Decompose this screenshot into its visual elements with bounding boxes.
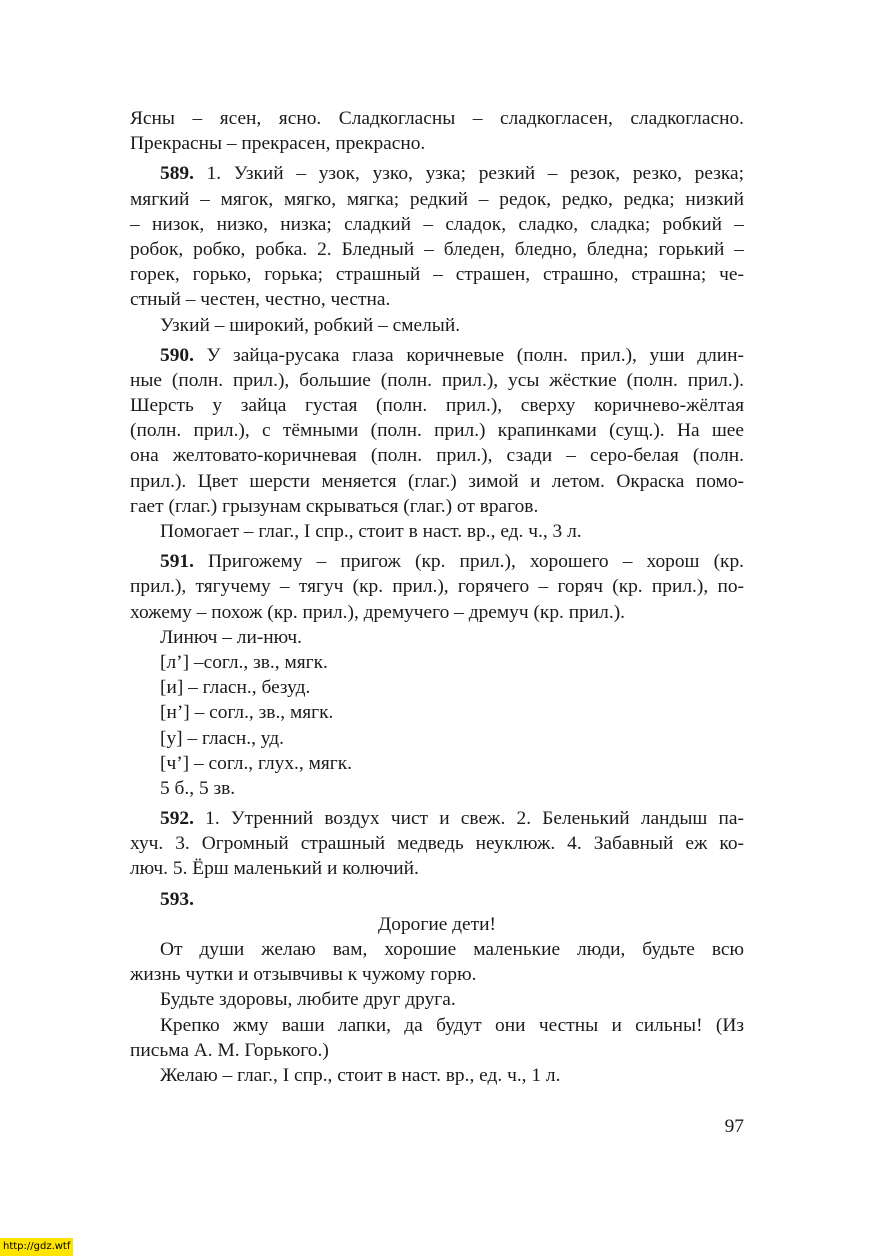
line-text: гает (глаг.) грызунам скрываться (глаг.) от врагов.: [130, 495, 539, 517]
line-text: Шерсть у зайца густая (полн. прил.), сверху коричнево-жёлтая: [130, 395, 744, 417]
line-text: – низок, низко, низка; сладкий – сладок, сладко, сладка; робкий –: [130, 213, 744, 235]
line-text: Узкий – широкий, робкий – смелый.: [160, 314, 461, 336]
text-line: [130, 494, 744, 519]
line-text: она желтовато-коричневая (полн. прил.), сзади – серо-белая (полн.: [130, 445, 744, 467]
line-text: Крепко жму ваши лапки, да будут они честны и сильны! (Из: [160, 1014, 744, 1036]
text-line: [130, 625, 744, 650]
text-line: [130, 831, 744, 856]
page-number: 97: [724, 1116, 744, 1137]
exercise-number: 593.: [160, 888, 194, 910]
text-line: [130, 187, 744, 212]
line-text: горек, горько, горька; страшный – страшен, страшно, страшна; че-: [130, 264, 744, 286]
line-text: хожему – похож (кр. прил.), дремучего – дремуч (кр. прил.).: [130, 601, 625, 623]
watermark-link[interactable]: http://gdz.wtf: [0, 1238, 73, 1256]
text-line: [130, 368, 744, 393]
line-text: (полн. прил.), с тёмными (полн. прил.) крапинками (сущ.). На шее: [130, 420, 744, 442]
line-text: [у] – гласн., уд.: [160, 727, 284, 749]
text-line: [130, 343, 744, 368]
text-line: [130, 912, 744, 937]
line-text: жизнь чутки и отзывчивы к чужому горю.: [130, 964, 477, 986]
exercise-number: 591.: [160, 551, 194, 573]
exercise-number: 590.: [160, 344, 194, 366]
line-text: 5 б., 5 зв.: [160, 777, 236, 799]
line-text: Линюч – ли-нюч.: [160, 626, 303, 648]
line-text: Будьте здоровы, любите друг друга.: [160, 989, 456, 1011]
text-line: [130, 519, 744, 544]
line-text: стный – честен, честно, честна.: [130, 289, 391, 311]
text-line: [130, 887, 744, 912]
line-text: 1. Утренний воздух чист и свеж. 2. Беленький ландыш па-: [193, 808, 744, 830]
page-body: [130, 106, 744, 1088]
text-line: [130, 962, 744, 987]
text-line: [130, 131, 744, 156]
exercise-number: 589.: [160, 163, 194, 185]
exercise-number: 592.: [160, 808, 194, 830]
line-text: Прекрасны – прекрасен, прекрасно.: [130, 133, 426, 155]
text-line: [130, 806, 744, 831]
text-line: [130, 600, 744, 625]
line-text: Дорогие дети!: [378, 913, 496, 935]
line-text: прил.), тягучему – тягуч (кр. прил.), горячего – горяч (кр. прил.), по-: [130, 576, 744, 598]
text-line: [130, 987, 744, 1012]
text-line: [130, 212, 744, 237]
text-line: [130, 549, 744, 574]
line-text: прил.). Цвет шерсти меняется (глаг.) зимой и летом. Окраска помо-: [130, 470, 744, 492]
text-line: [130, 106, 744, 131]
text-line: [130, 469, 744, 494]
text-line: [130, 1063, 744, 1088]
text-line: [130, 313, 744, 338]
line-text: робок, робко, робка. 2. Бледный – бледен, бледно, бледна; горький –: [130, 238, 744, 260]
line-text: Помогает – глаг., I спр., стоит в наст. вр., ед. ч., 3 л.: [160, 521, 582, 542]
line-text: письма А. М. Горького.): [130, 1039, 329, 1061]
line-text: У зайца-русака глаза коричневые (полн. прил.), уши длин-: [193, 344, 744, 366]
line-text: [и] – гласн., безуд.: [160, 677, 311, 699]
line-text: 1. Узкий – узок, узко, узка; резкий – резок, резко, резка;: [193, 163, 744, 185]
text-line: [130, 1013, 744, 1038]
text-line: [130, 726, 744, 751]
text-line: [130, 237, 744, 262]
line-text: ные (полн. прил.), большие (полн. прил.), усы жёсткие (полн. прил.).: [130, 369, 744, 391]
text-line: [130, 751, 744, 776]
text-line: [130, 856, 744, 881]
line-text: Желаю – глаг., I спр., стоит в наст. вр., ед. ч., 1 л.: [160, 1064, 561, 1086]
text-line: [130, 262, 744, 287]
text-line: [130, 1038, 744, 1063]
line-text: [н’] – согл., зв., мягк.: [160, 702, 334, 724]
text-line: [130, 700, 744, 725]
text-line: [130, 650, 744, 675]
text-line: [130, 776, 744, 801]
text-line: [130, 393, 744, 418]
text-line: [130, 161, 744, 186]
line-text: Пригожему – пригож (кр. прил.), хорошего – хорош (кр.: [193, 551, 744, 573]
line-text: люч. 5. Ёрш маленький и колючий.: [130, 858, 419, 880]
text-line: [130, 574, 744, 599]
line-text: хуч. 3. Огромный страшный медведь неуклюж. 4. Забавный еж ко-: [130, 833, 744, 855]
line-text: [ч’] – согл., глух., мягк.: [160, 752, 352, 774]
text-line: [130, 675, 744, 700]
text-line: [130, 443, 744, 468]
text-line: [130, 287, 744, 312]
line-text: мягкий – мягок, мягко, мягка; редкий – редок, редко, редка; низкий: [130, 188, 744, 210]
line-text: Ясны – ясен, ясно. Сладкогласны – сладкогласен, сладкогласно.: [130, 108, 744, 129]
text-line: [130, 418, 744, 443]
line-text: От души желаю вам, хорошие маленькие люди, будьте всю: [160, 939, 744, 960]
line-text: [л’] –согл., зв., мягк.: [160, 651, 328, 673]
text-line: [130, 937, 744, 962]
